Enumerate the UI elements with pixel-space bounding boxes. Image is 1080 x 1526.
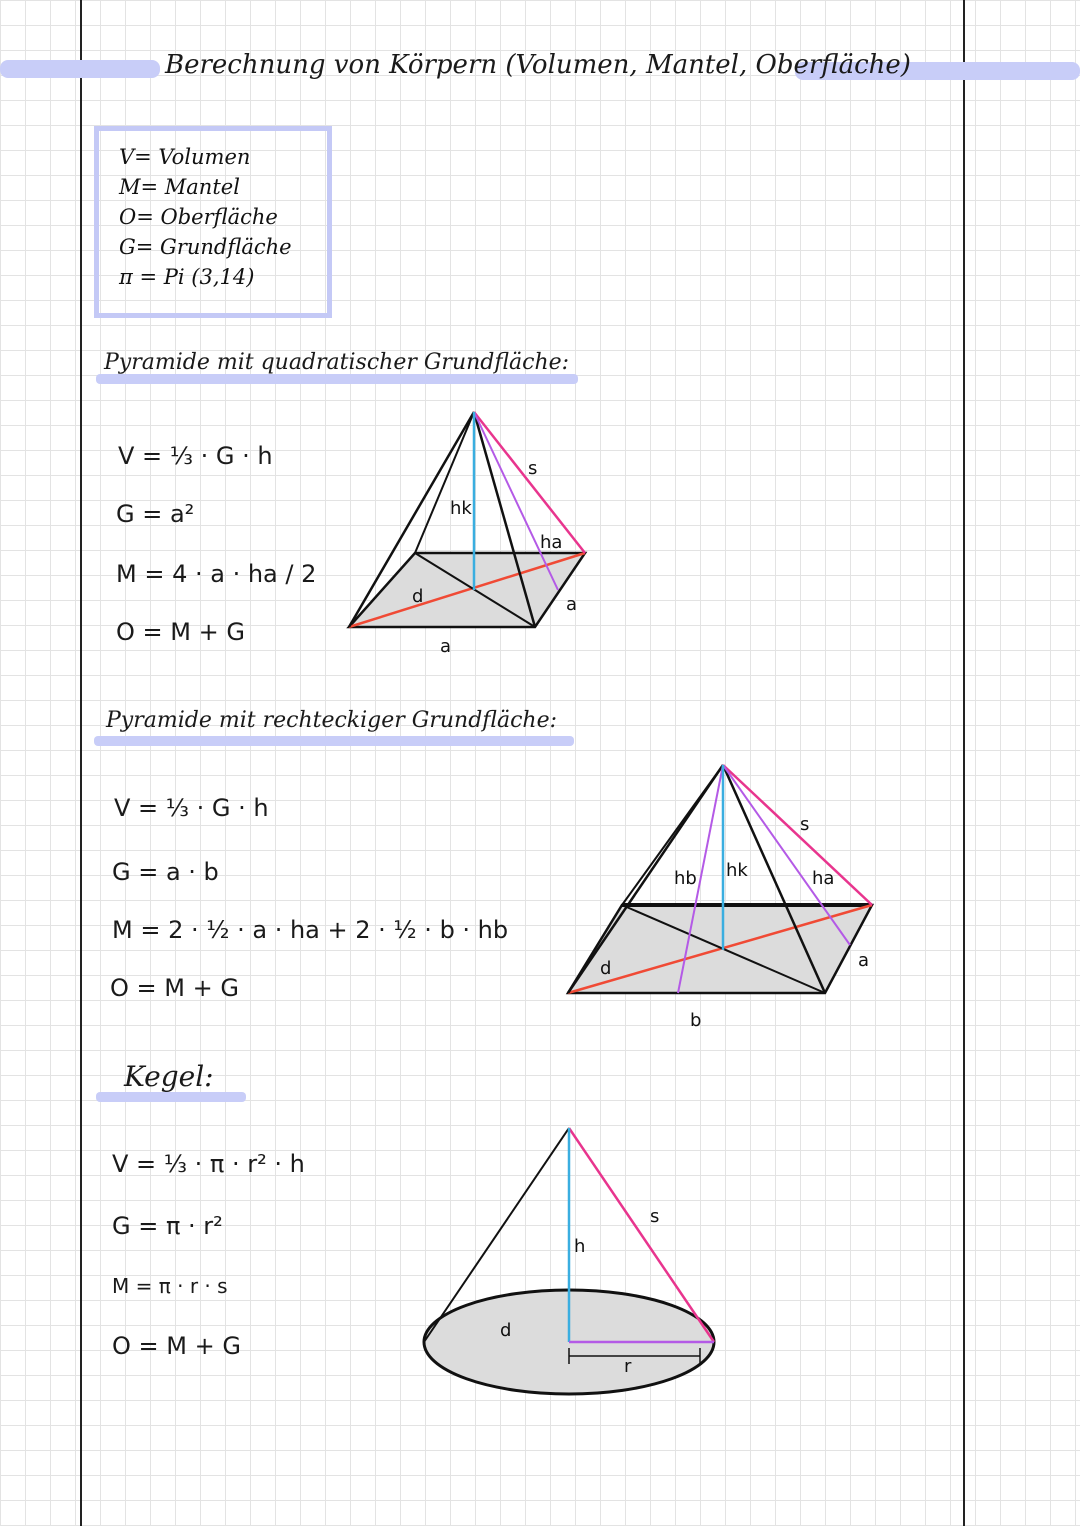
legend-mantel: M= Mantel (119, 175, 240, 199)
label-square-a-bottom: a (440, 636, 452, 657)
formula-rect-surface: O = M + G (110, 974, 239, 1002)
formula-square-volume: V = ⅓ · G · h (118, 442, 273, 470)
label-rect-hb: hb (674, 868, 697, 889)
label-cone-h: h (574, 1236, 586, 1257)
formula-rect-volume: V = ⅓ · G · h (114, 794, 269, 822)
label-rect-b: b (690, 1010, 702, 1031)
label-square-a-right: a (566, 594, 578, 615)
page-title: Berechnung von Körpern (Volumen, Mantel, Oberfläche) (165, 50, 911, 80)
rect-slant-edge (723, 765, 872, 905)
label-cone-d: d (500, 1320, 512, 1341)
cone-diagram (424, 1128, 714, 1394)
label-square-hk: hk (450, 498, 472, 519)
formula-square-surface: O = M + G (116, 618, 245, 646)
label-rect-ha: ha (812, 868, 835, 889)
label-rect-a: a (858, 950, 870, 971)
formula-rect-mantel: M = 2 · ½ · a · ha + 2 · ½ · b · hb (112, 916, 509, 944)
formula-rect-base: G = a · b (112, 858, 219, 886)
label-square-s: s (528, 458, 538, 479)
label-square-d: d (412, 586, 424, 607)
label-rect-hk: hk (726, 860, 748, 881)
label-cone-r: r (624, 1356, 632, 1377)
formula-square-base: G = a² (116, 500, 195, 528)
label-rect-d: d (600, 958, 612, 979)
legend-oberflaeche: O= Oberfläche (119, 205, 278, 229)
label-cone-s: s (650, 1206, 660, 1227)
heading-square-pyramid: Pyramide mit quadratischer Grundfläche: (104, 350, 570, 375)
heading-rect-pyramid: Pyramide mit rechteckiger Grundfläche: (106, 708, 557, 733)
formula-cone-base: G = π · r² (112, 1212, 223, 1240)
legend-pi: π = Pi (3,14) (119, 265, 255, 289)
formula-square-mantel: M = 4 · a · ha / 2 (116, 560, 317, 588)
formula-cone-surface: O = M + G (112, 1332, 241, 1360)
label-rect-s: s (800, 814, 810, 835)
heading-cone: Kegel: (124, 1060, 214, 1093)
legend-volume: V= Volumen (119, 145, 251, 169)
square-pyramid-diagram (349, 412, 585, 657)
rect-edge-3 (622, 765, 723, 905)
label-square-ha: ha (540, 532, 563, 553)
formula-cone-mantel: M = π · r · s (112, 1274, 228, 1298)
square-edge-3 (415, 412, 474, 553)
rect-pyramid-diagram (568, 765, 872, 1031)
legend-grundflaeche: G= Grundfläche (119, 235, 292, 259)
formula-cone-volume: V = ⅓ · π · r² · h (112, 1150, 305, 1178)
